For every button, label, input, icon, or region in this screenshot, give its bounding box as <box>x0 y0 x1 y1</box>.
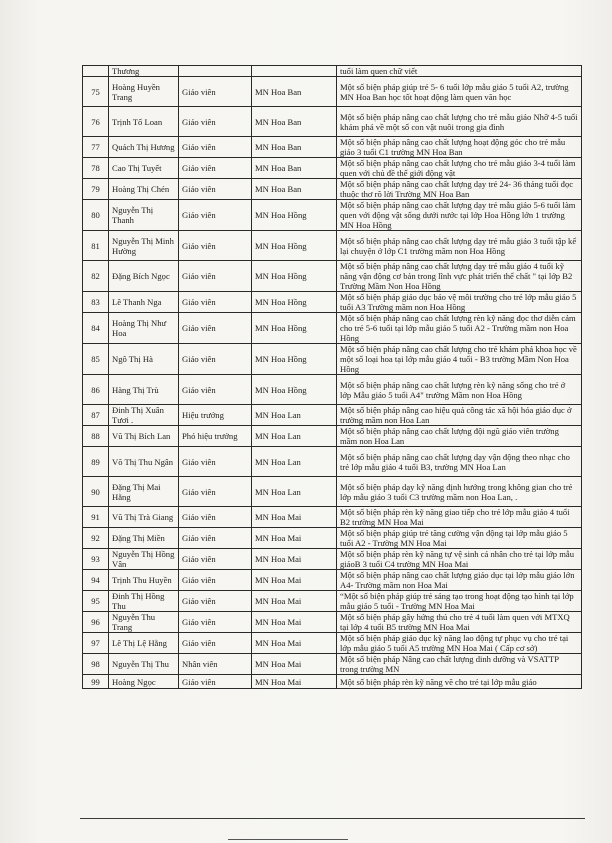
school-unit: MN Hoa Ban <box>252 179 337 200</box>
initiative-title: Một số biện pháp nâng cao chất lượng dạy vận động theo nhạc cho trẻ lớp mẫu giáo 4 tuổi B3, trường MN Hoa Lan <box>337 447 582 477</box>
author-name: Thương <box>109 66 179 77</box>
author-name: Hoàng Huyền Trang <box>109 77 179 107</box>
table-row <box>83 313 582 344</box>
bottom-edge-line <box>80 818 585 819</box>
school-unit: MN Hoa Mai <box>252 675 337 689</box>
author-name: Cao Thị Tuyết <box>109 158 179 179</box>
row-number: 98 <box>83 654 109 675</box>
row-number: 99 <box>83 675 109 689</box>
row-number: 79 <box>83 179 109 200</box>
school-unit: MN Hoa Mai <box>252 528 337 549</box>
school-unit: MN Hoa Ban <box>252 158 337 179</box>
school-unit: MN Hoa Mai <box>252 612 337 633</box>
author-role: Giáo viên <box>179 200 252 231</box>
author-role: Giáo viên <box>179 231 252 261</box>
table-row <box>83 426 582 447</box>
author-role: Phó hiệu trưởng <box>179 426 252 447</box>
author-name: Vũ Thị Bích Lan <box>109 426 179 447</box>
table-row <box>83 158 582 179</box>
row-number <box>83 66 109 77</box>
table-row <box>83 344 582 375</box>
initiative-title: Một số biện pháp rèn kỹ năng vẽ cho trẻ tại lớp mẫu giáo <box>337 675 582 689</box>
author-role: Giáo viên <box>179 591 252 612</box>
table-row <box>83 654 582 675</box>
author-name: Hoàng Ngọc <box>109 675 179 689</box>
initiative-title: Một số biện pháp nâng cao chất lượng dạy trẻ mẫu giáo 4 tuổi kỹ năng vận động cơ bản trong lĩnh vực phát triển thể chất " tại lớp B2 Trường Mầm Non Hoa Hồng <box>337 261 582 292</box>
author-name: Đặng Thị Miền <box>109 528 179 549</box>
initiative-title: Một số biện pháp gây hứng thú cho trẻ 4 tuổi làm quen với MTXQ tại lớp 4 tuổi B5 trường MN Hoa Mai <box>337 612 582 633</box>
school-unit: MN Hoa Hồng <box>252 292 337 313</box>
author-role: Giáo viên <box>179 612 252 633</box>
row-number: 84 <box>83 313 109 344</box>
school-unit: MN Hoa Lan <box>252 426 337 447</box>
author-role: Giáo viên <box>179 633 252 654</box>
school-unit: MN Hoa Ban <box>252 77 337 107</box>
table-row <box>83 179 582 200</box>
initiative-title: Một số biện pháp giúp trẻ tăng cường vận động tại lớp mẫu giáo 5 tuổi A2 - Trường MN Hoa Mai <box>337 528 582 549</box>
row-number: 76 <box>83 107 109 137</box>
row-number: 93 <box>83 549 109 570</box>
school-unit: MN Hoa Ban <box>252 137 337 158</box>
author-name: Đặng Bích Ngọc <box>109 261 179 292</box>
school-unit <box>252 66 337 77</box>
author-name: Đinh Thị Hồng Thu <box>109 591 179 612</box>
author-role: Giáo viên <box>179 528 252 549</box>
initiative-title: Một số biện pháp nâng cao chất lượng rèn kỹ năng sống cho trẻ ở lớp Mẫu giáo 5 tuổi A4" trường Mầm non Hoa Hồng <box>337 375 582 405</box>
author-role: Giáo viên <box>179 570 252 591</box>
table-row <box>83 77 582 107</box>
author-name: Trịnh Thu Huyền <box>109 570 179 591</box>
table-row <box>83 107 582 137</box>
initiative-title: Một số biện pháp Nâng cao chất lượng dinh dưỡng và VSATTP trong trường MN <box>337 654 582 675</box>
author-name: Ngô Thị Hà <box>109 344 179 375</box>
initiative-title: Một số biện pháp nâng cao chất lượng dạy trẻ 24- 36 tháng tuổi đọc thuộc thơ rõ lời Trường MN Hoa Ban <box>337 179 582 200</box>
author-role: Giáo viên <box>179 107 252 137</box>
initiative-table <box>82 65 582 689</box>
row-number: 75 <box>83 77 109 107</box>
school-unit: MN Hoa Hồng <box>252 344 337 375</box>
row-number: 89 <box>83 447 109 477</box>
table-row <box>83 570 582 591</box>
author-name: Hoàng Thị Như Hoa <box>109 313 179 344</box>
author-role: Giáo viên <box>179 675 252 689</box>
author-name: Nguyễn Thị Thu <box>109 654 179 675</box>
school-unit: MN Hoa Mai <box>252 633 337 654</box>
table-row <box>83 292 582 313</box>
author-role: Giáo viên <box>179 179 252 200</box>
table-row <box>83 675 582 689</box>
author-name: Lê Thanh Nga <box>109 292 179 313</box>
author-role: Giáo viên <box>179 477 252 507</box>
row-number: 92 <box>83 528 109 549</box>
initiative-title: Một số biện pháp nâng cao chất lượng đội ngũ giáo viên trường mầm non Hoa Lan <box>337 426 582 447</box>
author-role: Giáo viên <box>179 137 252 158</box>
row-number: 78 <box>83 158 109 179</box>
row-number: 87 <box>83 405 109 426</box>
initiative-title: Một số biện pháp rèn kỹ năng giao tiếp cho trẻ lớp mẫu giáo 4 tuổi B2 trường MN Hoa Mai <box>337 507 582 528</box>
author-role: Giáo viên <box>179 261 252 292</box>
author-role <box>179 66 252 77</box>
school-unit: MN Hoa Hồng <box>252 313 337 344</box>
author-role: Giáo viên <box>179 549 252 570</box>
initiative-title: Một số biện pháp nâng cao chất lượng rèn kỹ năng đọc thơ diễn cảm cho trẻ 5-6 tuổi tại lớp mẫu giáo 5 tuổi A2 - Trường mầm non Hoa Hồng <box>337 313 582 344</box>
initiative-title: tuổi làm quen chữ viết <box>337 66 582 77</box>
initiative-title: Một số biện pháp nâng cao chất lượng dạy trẻ mẫu giáo 5-6 tuổi làm quen với động vật sống dưới nước tại lớp Hoa Hồng lớn 1 trường MN Hoa Hồng <box>337 200 582 231</box>
initiative-title: Một số biện pháp nâng cao hiệu quả công tác xã hội hóa giáo dục ở trường mầm non Hoa Lan <box>337 405 582 426</box>
author-role: Giáo viên <box>179 447 252 477</box>
table-row <box>83 528 582 549</box>
table-row <box>83 507 582 528</box>
author-role: Nhân viên <box>179 654 252 675</box>
table-row <box>83 549 582 570</box>
author-name: Võ Thị Thu Ngân <box>109 447 179 477</box>
row-number: 80 <box>83 200 109 231</box>
row-number: 97 <box>83 633 109 654</box>
table-row <box>83 612 582 633</box>
author-name: Hàng Thị Trù <box>109 375 179 405</box>
school-unit: MN Hoa Mai <box>252 570 337 591</box>
row-number: 86 <box>83 375 109 405</box>
author-role: Giáo viên <box>179 77 252 107</box>
author-name: Nguyễn Thu Trang <box>109 612 179 633</box>
author-name: Nguyễn Thị Hồng Vân <box>109 549 179 570</box>
initiative-title: Một số biện pháp nâng cao chất lượng dạy trẻ mẫu giáo 3 tuổi tập kể lại chuyện ở lớp C1 trường mầm non Hoa Hồng <box>337 231 582 261</box>
row-number: 88 <box>83 426 109 447</box>
row-number: 94 <box>83 570 109 591</box>
row-number: 95 <box>83 591 109 612</box>
row-number: 81 <box>83 231 109 261</box>
initiative-title: Một số biện pháp giáo dục kỹ năng lao động tự phục vụ cho trẻ tại lớp mẫu giáo 5 tuổi A5 trường MN Hoa Mai ( Cấp cơ sở) <box>337 633 582 654</box>
initiative-title: Một số biện pháp giáo dục bảo vệ môi trường cho trẻ lớp mẫu giáo 5 tuổi A3 Trường mầm non Hoa Hồng <box>337 292 582 313</box>
author-role: Giáo viên <box>179 292 252 313</box>
author-role: Giáo viên <box>179 313 252 344</box>
author-role: Giáo viên <box>179 158 252 179</box>
initiative-title: Một số biện pháp rèn kỹ năng tự vệ sinh cá nhân cho trẻ tại lớp mẫu giáoB 3 tuổi C4 trường MN Hoa Mai <box>337 549 582 570</box>
author-name: Hoàng Thị Chén <box>109 179 179 200</box>
initiative-title: Một số biện pháp nâng cao chất lượng cho trẻ khám phá khoa học về một số loại hoa tại lớp mẫu giáo 4 tuổi - B3 trường Mầm Non Hoa Hồng <box>337 344 582 375</box>
initiative-title: Một số biện pháp giúp trẻ 5- 6 tuổi lớp mẫu giáo 5 tuổi A2, trường MN Hoa Ban học tốt hoạt động làm quen văn học <box>337 77 582 107</box>
table-row <box>83 591 582 612</box>
row-number: 77 <box>83 137 109 158</box>
school-unit: MN Hoa Hồng <box>252 231 337 261</box>
table-body <box>83 66 582 689</box>
initiative-title: Một số biện pháp nâng cao chất lượng hoạt động góc cho trẻ mẫu giáo 3 tuổi C1 trường MN Hoa Ban <box>337 137 582 158</box>
author-name: Trịnh Tố Loan <box>109 107 179 137</box>
table-row <box>83 137 582 158</box>
scan-mark <box>228 839 348 840</box>
table-row <box>83 375 582 405</box>
school-unit: MN Hoa Hồng <box>252 200 337 231</box>
author-role: Giáo viên <box>179 507 252 528</box>
school-unit: MN Hoa Mai <box>252 654 337 675</box>
row-number: 96 <box>83 612 109 633</box>
row-number: 91 <box>83 507 109 528</box>
author-name: Nguyễn Thị Minh Hường <box>109 231 179 261</box>
author-name: Nguyễn Thị Thanh <box>109 200 179 231</box>
school-unit: MN Hoa Mai <box>252 591 337 612</box>
school-unit: MN Hoa Mai <box>252 507 337 528</box>
author-name: Đặng Thị Mai Hằng <box>109 477 179 507</box>
author-name: Quách Thị Hương <box>109 137 179 158</box>
initiative-title: “Một số biện pháp giúp trẻ sáng tạo trong hoạt động tạo hình tại lớp mẫu giáo 5 tuổi - Trường MN Hoa Mai <box>337 591 582 612</box>
author-name: Lê Thị Lệ Hằng <box>109 633 179 654</box>
table-row <box>83 231 582 261</box>
author-role: Hiệu trưởng <box>179 405 252 426</box>
table-row <box>83 447 582 477</box>
initiative-title: Một số biện pháp nâng cao chất lượng giáo dục tại lớp mẫu giáo lớn A4- Trường mầm non Hoa Mai <box>337 570 582 591</box>
school-unit: MN Hoa Mai <box>252 549 337 570</box>
author-name: Vũ Thị Trà Giang <box>109 507 179 528</box>
author-role: Giáo viên <box>179 375 252 405</box>
author-role: Giáo viên <box>179 344 252 375</box>
table-row <box>83 66 582 77</box>
table-row <box>83 405 582 426</box>
school-unit: MN Hoa Lan <box>252 447 337 477</box>
row-number: 90 <box>83 477 109 507</box>
school-unit: MN Hoa Ban <box>252 107 337 137</box>
initiative-title: Một số biện pháp dạy kỹ năng định hướng trong không gian cho trẻ lớp mẫu giáo 3 tuổi C3 trường mầm non Hoa Lan, . <box>337 477 582 507</box>
author-name: Đinh Thị Xuân Tươi . <box>109 405 179 426</box>
initiative-title: Một số biện pháp nâng cao chất lượng cho trẻ mẫu giáo Nhỡ 4-5 tuổi khám phá về một số con vật nuôi trong gia đình <box>337 107 582 137</box>
table-row <box>83 261 582 292</box>
school-unit: MN Hoa Hồng <box>252 261 337 292</box>
initiative-title: Một số biện pháp nâng cao chất lượng cho trẻ mẫu giáo 3-4 tuổi làm quen với chủ đề thế giới động vật <box>337 158 582 179</box>
school-unit: MN Hoa Lan <box>252 405 337 426</box>
row-number: 85 <box>83 344 109 375</box>
row-number: 83 <box>83 292 109 313</box>
row-number: 82 <box>83 261 109 292</box>
table-row <box>83 477 582 507</box>
school-unit: MN Hoa Lan <box>252 477 337 507</box>
school-unit: MN Hoa Hồng <box>252 375 337 405</box>
table-row <box>83 633 582 654</box>
table-row <box>83 200 582 231</box>
